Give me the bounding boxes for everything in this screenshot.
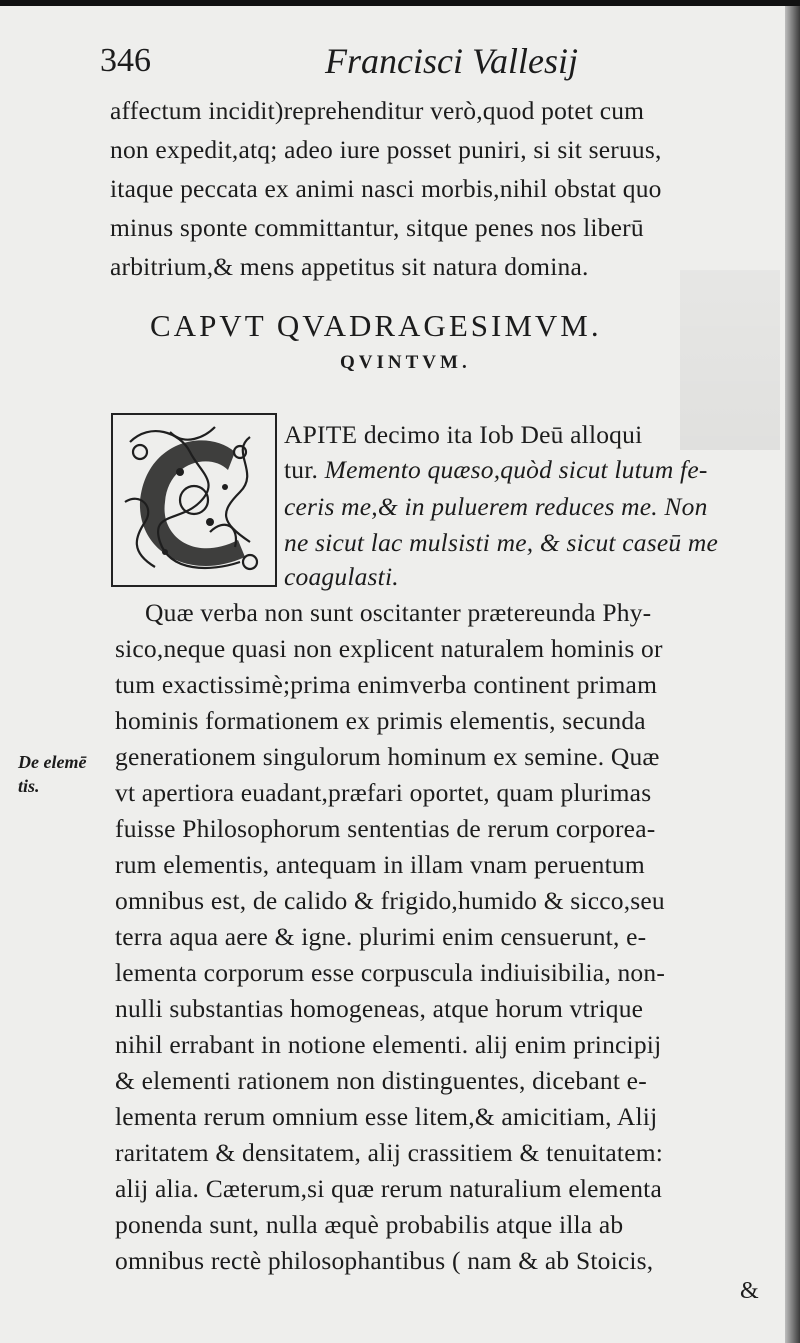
text-line: ponenda sunt, nulla æquè probabilis atque illa ab — [115, 1210, 624, 1239]
text-line: & elementi rationem non distinguentes, dicebant e- — [115, 1066, 647, 1095]
text-line: alij alia. Cæterum,si quæ rerum naturalium elementa — [115, 1174, 662, 1203]
text-line: nihil errabant in notione elementi. alij enim principij — [115, 1030, 662, 1059]
text-line — [284, 492, 708, 522]
text-line: non expedit,atq; adeo iure posset puniri, si sit seruus, — [110, 135, 662, 164]
text-line: vt apertiora euadant,præfari oportet, quam plurimas — [115, 778, 652, 807]
text-line — [284, 528, 718, 558]
text-line: rum elementis, antequam in illam vnam peruentum — [115, 850, 645, 879]
margin-note: tis. — [18, 776, 40, 796]
text-line: itaque peccata ex animi nasci morbis,nihil obstat quo — [110, 174, 662, 203]
text-line: affectum incidit)reprehenditur verò,quod potet cum — [110, 96, 645, 125]
text-line: omnibus est, de calido & frigido,humido & sicco,seu — [115, 886, 665, 915]
chapter-title: CAPVT QVADRAGESIMVM. — [150, 308, 602, 343]
text-line: raritatem & densitatem, alij crassitiem & tenuitatem: — [115, 1138, 664, 1167]
text-line: omnibus rectè philosophantibus ( nam & ab Stoicis, — [115, 1246, 654, 1275]
text-line: terra aqua aere & igne. plurimi enim censuerunt, e- — [115, 922, 647, 951]
text-line: minus sponte committantur, sitque penes nos liberū — [110, 213, 644, 242]
text-line — [284, 562, 399, 592]
italic-span: coagulasti. — [284, 562, 399, 591]
text-line: lementa corporum esse corpuscula indiuisibilia, non- — [115, 958, 666, 987]
running-head — [100, 38, 620, 88]
text-span: APITE decimo ita Iob Deū alloqui — [284, 420, 643, 449]
text-line: generationem singulorum hominum ex semine. Quæ — [115, 742, 660, 771]
page-edge-shadow — [785, 0, 800, 1343]
text-line: lementa rerum omnium esse litem,& amicitiam, Alij — [115, 1102, 658, 1131]
text-line: arbitrium,& mens appetitus sit natura domina. — [110, 252, 589, 281]
running-title: Francisci Vallesij — [325, 41, 578, 81]
margin-note: De elemē — [18, 752, 87, 772]
catchword: & — [740, 1278, 759, 1304]
text-line: nulli substantias homogeneas, atque horum vtrique — [115, 994, 644, 1023]
page-number: 346 — [100, 42, 151, 79]
italic-span: ne sicut lac mulsisti me, & sicut caseū me — [284, 528, 719, 557]
chapter-subtitle: QVINTVM. — [340, 352, 471, 373]
text-line — [284, 420, 642, 450]
text-line: tum exactissimè;prima enimverba continent primam — [115, 670, 658, 699]
text-line: fuisse Philosophorum sententias de rerum corporea- — [115, 814, 656, 843]
text-line: Quæ verba non sunt oscitanter prætereunda Phy- — [145, 598, 652, 627]
page-top-shadow — [0, 0, 800, 6]
text-line: sico,neque quasi non explicent naturalem hominis or — [115, 634, 663, 663]
italic-span: Memento quæso,quòd sicut lutum fe- — [324, 455, 708, 484]
decorated-initial-c-icon — [110, 412, 278, 588]
text-span: tur. — [284, 455, 325, 484]
text-line — [284, 455, 708, 485]
text-line: hominis formationem ex primis elementis, secunda — [115, 706, 646, 735]
show-through-shadow — [680, 270, 780, 450]
italic-span: ceris me,& in puluerem reduces me. Non — [284, 492, 708, 521]
